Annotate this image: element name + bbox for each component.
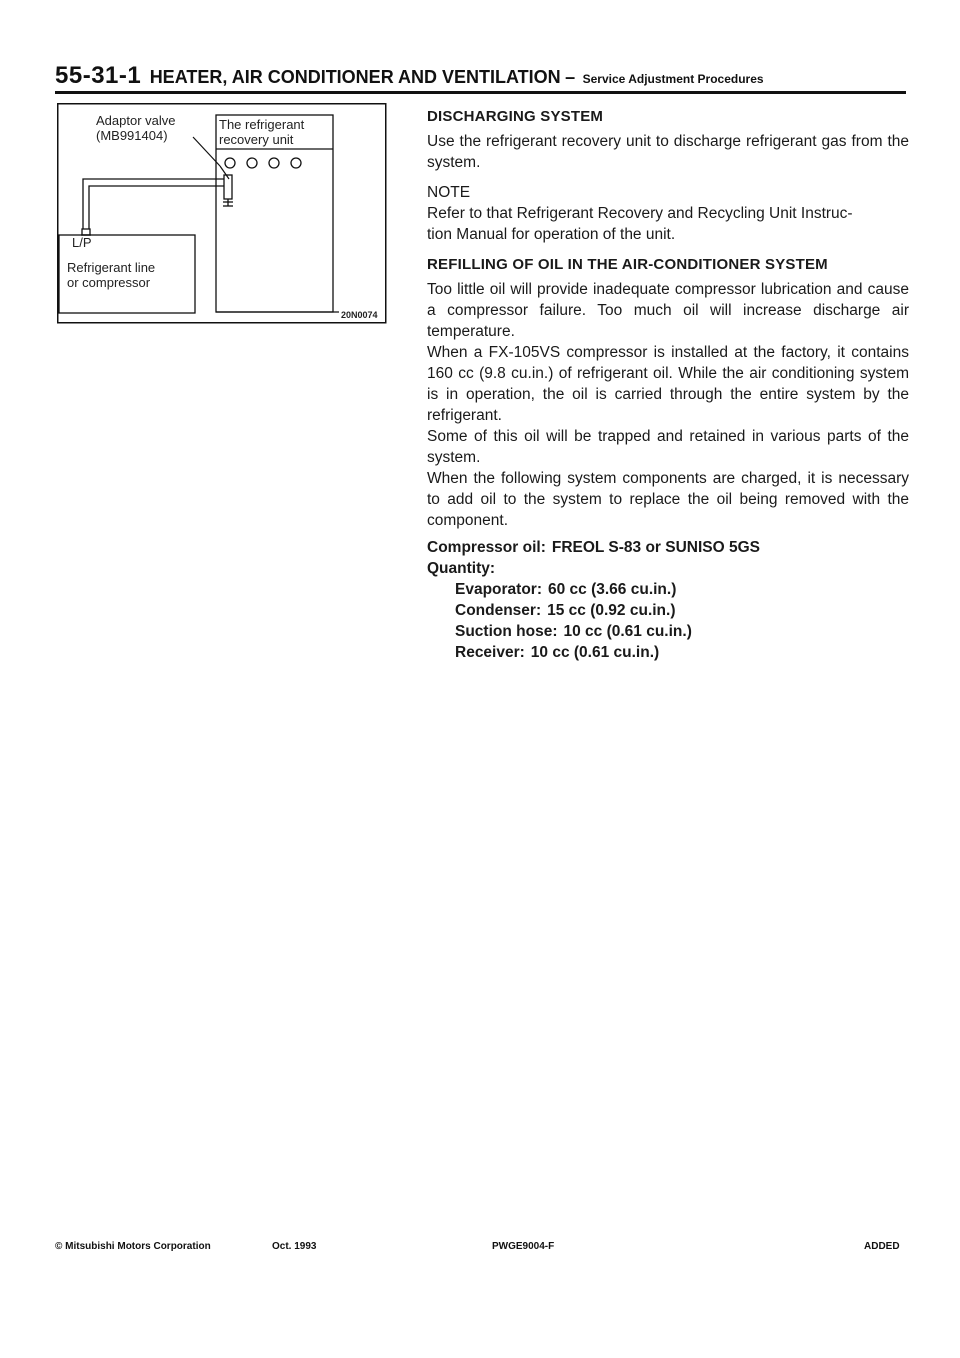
footer-status: ADDED [864,1241,900,1252]
figure-code: 20N0074 [341,310,378,320]
discharging-heading: DISCHARGING SYSTEM [427,108,604,125]
discharging-paragraph: Use the refrigerant recovery unit to discharge refrigerant gas from the system. [427,133,909,171]
gauge-circle-icon [291,158,301,168]
section-subtitle: Service Adjustment Procedures [582,72,764,86]
note-label: NOTE [427,184,471,201]
footer-date: Oct. 1993 [272,1241,317,1252]
refilling-paragraph: When a FX-105VS compressor is installed at the factory, it contains 160 cc (9.8 cu.in.) of refrigerant oil. While the air conditioning system is in operation, the oil is carried through the entire system by the refrigerant. [427,344,909,424]
recovery-unit-figure [57,103,388,325]
recovery-unit-label: The refrigerant recovery unit [219,117,305,147]
gauge-circle-icon [225,158,235,168]
gauge-circle-icon [247,158,257,168]
refilling-heading: REFILLING OF OIL IN THE AIR-CONDITIONER SYSTEM [427,256,828,273]
section-title: HEATER, AIR CONDITIONER AND VENTILATION [149,67,561,87]
footer-copyright: © Mitsubishi Motors Corporation [55,1241,211,1252]
title-separator: – [565,67,576,87]
main-content [427,106,909,663]
note-line: tion Manual for operation of the unit. [427,226,676,243]
footer-code: PWGE9004-F [492,1241,555,1252]
quantity-item: Evaporator: 60 cc (3.66 cu.in.) [455,581,677,598]
lp-label: L/P [72,235,92,250]
note-line: Refer to that Refrigerant Recovery and Recycling Unit Instruc- [427,205,853,222]
gauge-circle-icon [269,158,279,168]
refilling-paragraph: When the following system components are charged, it is necessary to add oil to the system to replace the oil being removed with the component. [427,470,909,529]
refilling-paragraph: Some of this oil will be trapped and retained in various parts of the system. [427,428,909,466]
header-rule [55,91,906,94]
compressor-oil-spec: Compressor oil: FREOL S-83 or SUNISO 5GS [427,539,761,556]
refilling-paragraph: Too little oil will provide inadequate compressor lubrication and cause a compressor failure. Too much oil will increase discharge air temperature. [427,281,909,340]
page-header [55,62,905,90]
quantity-item: Condenser: 15 cc (0.92 cu.in.) [455,602,676,619]
section-number: 55-31-1 [55,62,142,89]
quantity-item: Suction hose: 10 cc (0.61 cu.in.) [455,623,692,640]
refrigerant-line-label: Refrigerant line or compressor [67,260,156,290]
adaptor-label: Adaptor valve (MB991404) [96,113,176,143]
quantity-label: Quantity: [427,560,496,577]
quantity-item: Receiver: 10 cc (0.61 cu.in.) [455,644,660,661]
